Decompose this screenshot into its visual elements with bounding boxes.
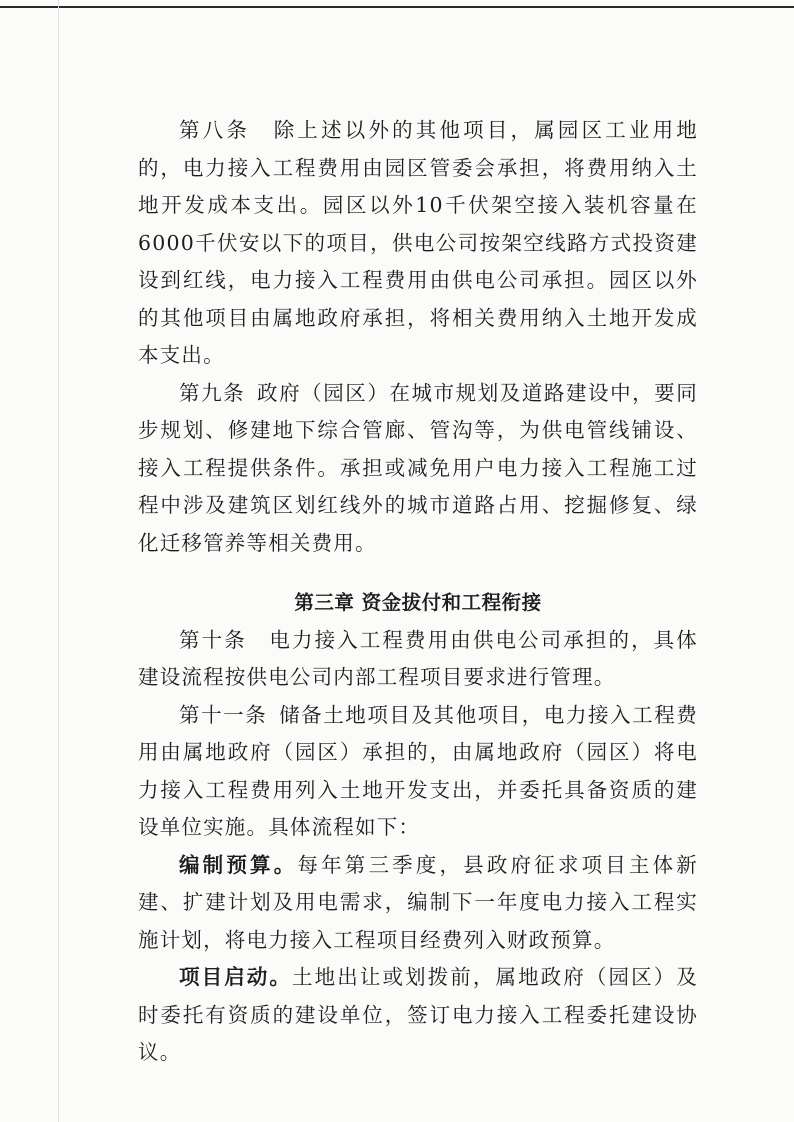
article-10: [138, 622, 698, 697]
step-budget-label: 编制预算。: [179, 852, 298, 877]
article-9-text: 政府（园区）在城市规划及道路建设中，要同步规划、修建地下综合管廊、管沟等，为供电管线铺设、接入工程提供条件。承担或减免用户电力接入工程施工过程中涉及建筑区划红线外的城市道路占用、挖掘修复、绿化迁移管养等相关费用。: [138, 380, 698, 555]
article-8: [138, 112, 698, 375]
article-11-label: 第十一条: [179, 702, 268, 727]
article-10-label: 第十条: [179, 627, 247, 652]
article-9-label: 第九条: [179, 380, 246, 405]
page-top-border: [0, 6, 794, 8]
article-11: [138, 697, 698, 847]
article-10-text: 电力接入工程费用由供电公司承担的，具体建设流程按供电公司内部工程项目要求进行管理。: [138, 627, 698, 689]
step-budget: [138, 847, 698, 960]
step-start-label: 项目启动。: [179, 965, 293, 989]
article-8-label: 第八条: [179, 118, 251, 142]
article-8-text: 除上述以外的其他项目，属园区工业用地的，电力接入工程费用由园区管委会承担，将费用纳入土地开发成本支出。园区以外10千伏架空接入装机容量在6000千伏安以下的项目，供电公司按架空线路方式投资建设到红线，电力接入工程费用由供电公司承担。园区以外的其他项目由属地政府承担，将相关费用纳入土地开发成本支出。: [138, 118, 698, 367]
page-binding-edge: [58, 0, 59, 1122]
step-start-text: 土地出让或划拨前，属地政府（园区）及时委托有资质的建设单位，签订电力接入工程委托建设协议。: [138, 965, 699, 1064]
step-start: [138, 959, 698, 1072]
chapter-3-heading: 第三章 资金拔付和工程衔接: [294, 591, 542, 614]
step-budget-text: 每年第三季度，县政府征求项目主体新建、扩建计划及用电需求，编制下一年度电力接入工程实施计划，将电力接入工程项目经费列入财政预算。: [138, 852, 698, 952]
article-9: [138, 375, 698, 563]
document-body: [138, 112, 698, 1072]
article-11-text: 储备土地项目及其他项目，电力接入工程费用由属地政府（园区）承担的，由属地政府（园区）将电力接入工程费用列入土地开发支出，并委托具备资质的建设单位实施。具体流程如下：: [138, 702, 698, 839]
